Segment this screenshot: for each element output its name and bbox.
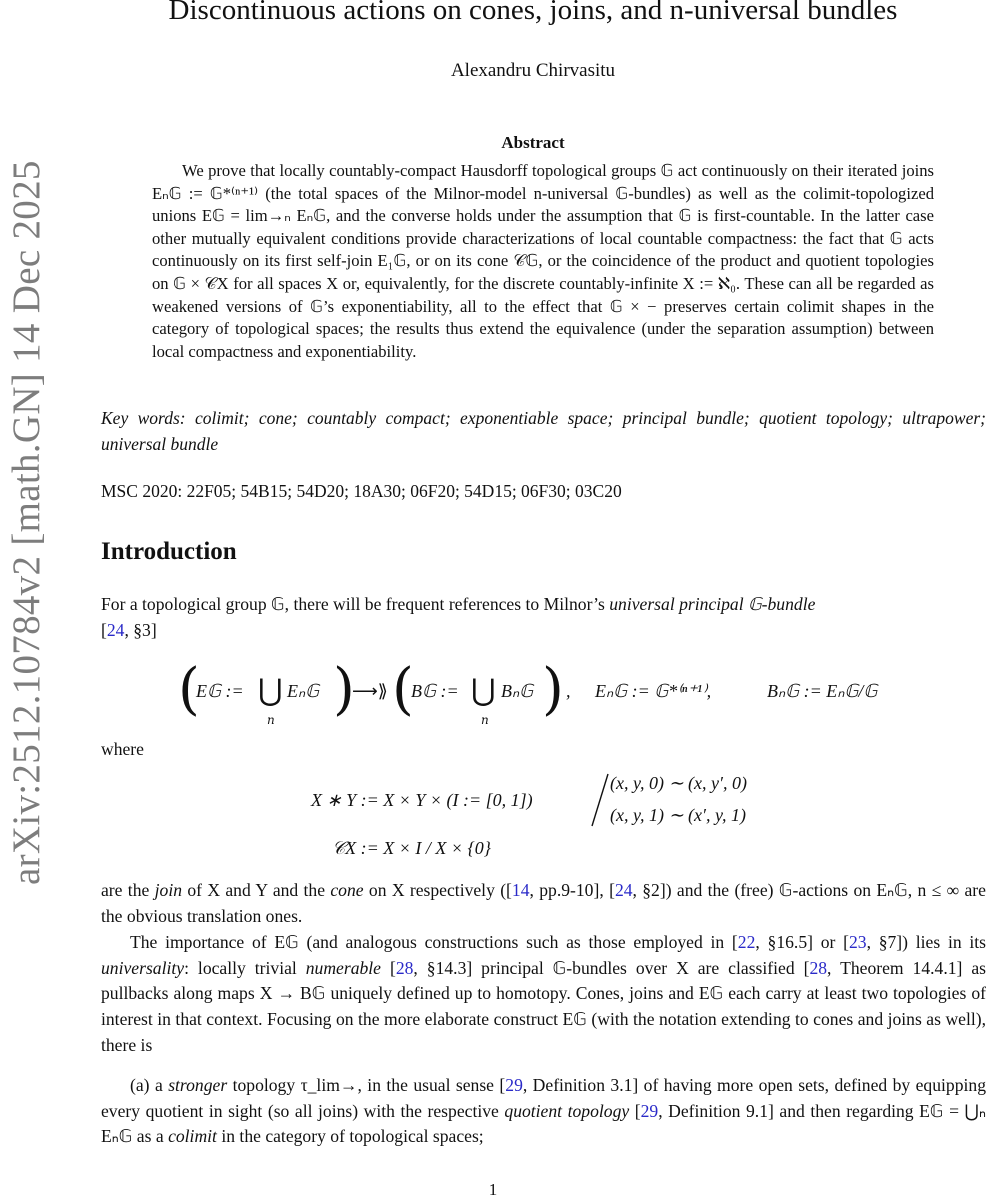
- citation-link[interactable]: 29: [640, 1100, 659, 1121]
- eq1-bigcup-2: ⋃: [471, 673, 496, 708]
- eq1-mid: B𝔾 :=: [411, 681, 459, 701]
- page-number: 1: [488, 1180, 498, 1199]
- citation-link[interactable]: 24: [614, 880, 633, 900]
- item-a-e: , Definition 9.1] and then regarding E𝔾 = ⋃ₙ Eₙ𝔾 as a: [101, 1100, 986, 1147]
- item-a-quotient-topology: quotient topology: [504, 1100, 630, 1121]
- item-a-d: [: [629, 1100, 641, 1121]
- p2-e: , §2]) and the (free) 𝔾-actions on Eₙ𝔾, n ≤ ∞ are the obvious translation ones.: [101, 880, 986, 926]
- eq2-rel1: (x, y, 0) ∼ (x, y′, 0): [610, 773, 747, 793]
- eq1-right1: Eₙ𝔾 := 𝔾*⁽ⁿ⁺¹⁾,: [595, 681, 712, 701]
- eq1-sub: n: [267, 713, 275, 727]
- p3-d: : locally trivial: [184, 957, 297, 978]
- paren-right: ): [333, 657, 355, 722]
- p3-universality: universality: [101, 957, 185, 978]
- eq1-left: E𝔾 :=: [196, 681, 244, 701]
- msc-classification: MSC 2020: 22F05; 54B15; 54D20; 18A30; 06F20; 54D15; 06F30; 03C20: [101, 481, 622, 501]
- list-item-a: [101, 1073, 986, 1150]
- citation-link[interactable]: 24: [106, 619, 125, 640]
- item-a-a: (a) a: [130, 1075, 163, 1095]
- p1-cite-rest: , §3]: [124, 619, 157, 640]
- eq1-arrow: ⟶⟫: [352, 681, 388, 701]
- eq1-comma: ,: [566, 681, 571, 701]
- paren-left-2: (: [392, 657, 414, 722]
- citation-link[interactable]: 22: [737, 932, 756, 952]
- item-a-f: in the category of topological spaces;: [221, 1126, 484, 1147]
- author-name: Alexandru Chirvasitu: [450, 60, 616, 81]
- item-a-colimit: colimit: [168, 1126, 217, 1147]
- citation-link[interactable]: 14: [511, 880, 530, 900]
- eq1-term: Eₙ𝔾: [287, 681, 320, 701]
- p3-g: , Theorem 14.4.1] as pullbacks along maps X → B𝔾 uniquely defined up to homotopy. Cones, joins and E𝔾 each carry at least two topologies of interest in that context. Focusing on the more elaborate construct E𝔾 (with the notation extending to cones and joins as well), there is: [101, 957, 986, 1055]
- p3-a: The importance of E𝔾 (and analogous constructions such as those employed in [: [130, 932, 738, 952]
- p2-c: on X respectively ([: [368, 880, 512, 900]
- eq1-sub-2: n: [481, 713, 489, 727]
- citation-link[interactable]: 29: [505, 1075, 523, 1095]
- p3-c: , §7]) lies in its: [866, 932, 986, 952]
- p3-f: , §14.3] principal 𝔾-bundles over X are classified [: [413, 957, 810, 978]
- abstract-heading: Abstract: [501, 133, 565, 152]
- eq1-bigcup: ⋃: [258, 673, 283, 708]
- equation-3: 𝒞X := X × I / X × {0}: [332, 838, 491, 858]
- intro-paragraph-1: For a topological group 𝔾, there will be frequent references to Milnor’s universal principal 𝔾-bundle [24, §3]: [101, 594, 816, 640]
- abstract-text: We prove that locally countably-compact Hausdorff topological groups 𝔾 act continuously on their iterated joins Eₙ𝔾 := 𝔾*⁽ⁿ⁺¹⁾ (the total spaces of the Milnor-model n-universal 𝔾-bundles) as well as the colimit-topologized unions E𝔾 = lim→ₙ Eₙ𝔾, and the converse holds under the assumption that 𝔾 is first-countable. In the latter case other mutually equivalent conditions provide characterizations of local countable compactness: the fact that 𝔾 acts continuously on its first self-join E₁𝔾, or on its cone 𝒞𝔾, or the coincidence of the product and quotient topologies on 𝔾 × 𝒞X for all spaces X or, equivalently, for the discrete countably-infinite X := ℵ₀. These can all be regarded as weakened versions of 𝔾’s exponentiability, all to the effect that 𝔾 × − preserves certain colimit shapes in the category of topological spaces; the results thus extend the equivalence (under the separation assumption) between local compactness and exponentiability.: [152, 161, 934, 361]
- p3-b: , §16.5] or [: [755, 932, 849, 952]
- item-a-stronger: stronger: [168, 1075, 228, 1095]
- intro-paragraph-3: [101, 930, 986, 1059]
- paren-right-2: ): [542, 657, 564, 722]
- eq1-right2: Bₙ𝔾 := Eₙ𝔾/𝔾: [767, 681, 878, 701]
- p2-cone: cone: [330, 880, 364, 900]
- p3-e: [: [381, 957, 396, 978]
- arxiv-identifier: arXiv:2512.10784v2 [math.GN] 14 Dec 2025: [5, 160, 48, 885]
- intro-paragraph-2: [101, 878, 986, 929]
- p2-join: join: [154, 880, 183, 900]
- where-text: where: [101, 739, 144, 759]
- citation-link[interactable]: 23: [848, 932, 867, 952]
- item-a-c: , Definition 3.1] of having more open sets, defined by equipping every quotient in sight (so all joins) with the respective: [101, 1075, 986, 1121]
- p2-a: are the: [101, 880, 150, 900]
- p2-d: , pp.9-10], [: [529, 880, 615, 900]
- paren-left: (: [178, 657, 200, 722]
- keywords: Key words: colimit; cone; countably compact; exponentiable space; principal bundle; quotient topology; ultrapower; universal bundle: [101, 408, 986, 454]
- eq1-term2: Bₙ𝔾: [501, 681, 534, 701]
- p3-numerable: numerable: [305, 957, 381, 978]
- eq2-rel2: (x, y, 1) ∼ (x′, y, 1): [610, 805, 746, 825]
- eq2-slash: [588, 770, 612, 830]
- citation-link[interactable]: 28: [809, 957, 828, 978]
- p1-text: For a topological group 𝔾, there will be frequent references to Milnor’s: [101, 594, 605, 614]
- section-title: Introduction: [101, 538, 237, 565]
- eq2-left: X ∗ Y := X × Y × (I := [0, 1]): [311, 790, 533, 810]
- citation-link[interactable]: 28: [395, 957, 414, 978]
- paper-title: Discontinuous actions on cones, joins, and n-universal bundles: [168, 0, 898, 26]
- item-a-b: topology τ_lim→, in the usual sense [: [232, 1075, 506, 1095]
- p2-b: of X and Y and the: [187, 880, 326, 900]
- p1-italic: universal principal 𝔾-bundle: [609, 594, 816, 614]
